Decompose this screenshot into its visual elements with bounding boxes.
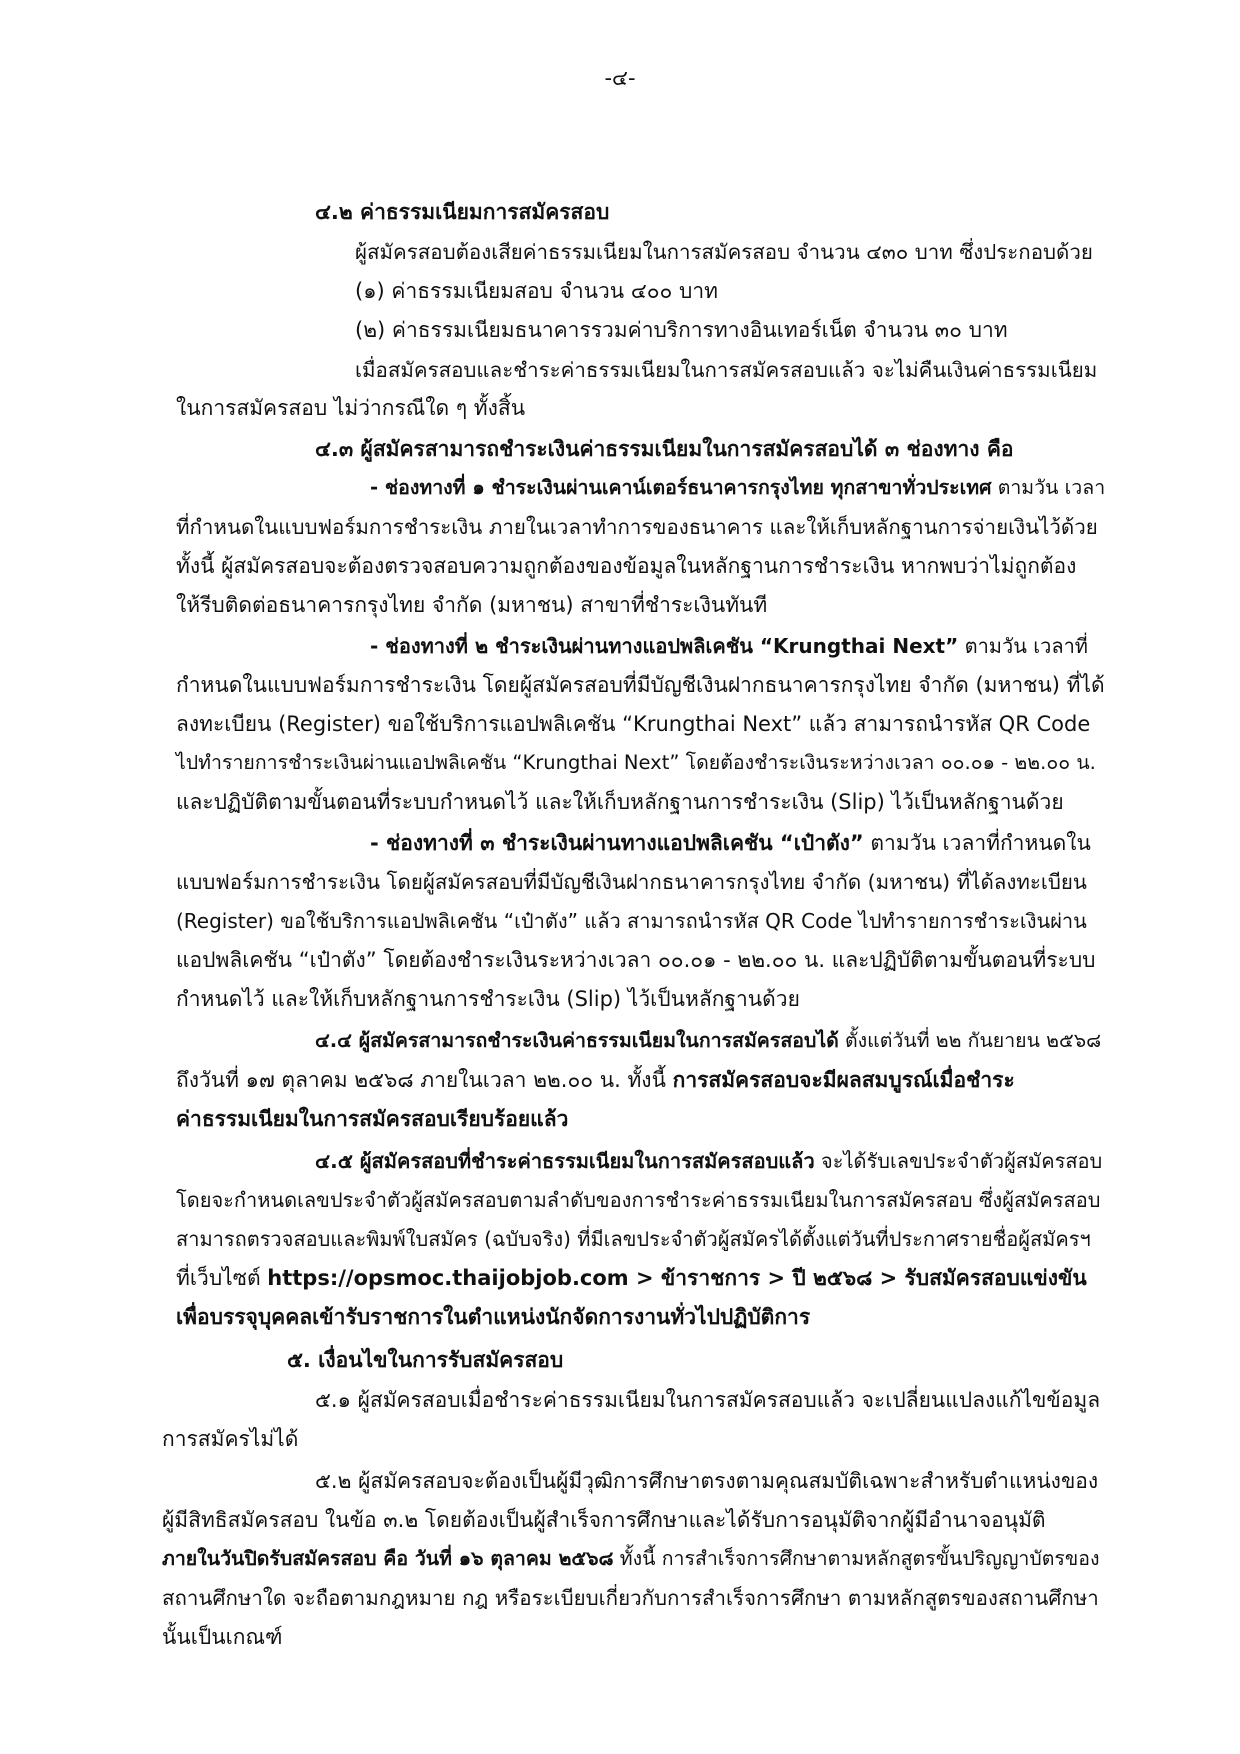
channel-3-line-3: (Register) ขอใช้บริการแอปพลิเคชัน “เป๋าตัง” แล้ว สามารถนำรหัส QR Code ไปทำรายการชำระเงินผ่าน	[176, 909, 1087, 933]
channel-1-line-3: ทั้งนี้ ผู้สมัครสอบจะต้องตรวจสอบความถูกต้องของข้อมูลในหลักฐานการชำระเงิน หากพบว่าไม่ถูกต้อง	[176, 554, 1077, 578]
no-refund-line-2: ในการสมัครสอบ ไม่ว่ากรณีใด ๆ ทั้งสิ้น	[176, 396, 526, 420]
channel-2-line-1: - ช่องทางที่ ๒ ชำระเงินผ่านทางแอปพลิเคชัน “Krungthai Next” ตามวัน เวลาที่	[370, 634, 1088, 658]
channel-2-line-5: และปฏิบัติตามขั้นตอนที่ระบบกำหนดไว้ และให้เก็บหลักฐานการชำระเงิน (Slip) ไว้เป็นหลักฐานด้วย	[176, 790, 1064, 814]
fee-item-2: (๒) ค่าธรรมเนียมธนาคารรวมค่าบริการทางอินเทอร์เน็ต จำนวน ๓๐ บาท	[355, 318, 1008, 342]
channel-2-line-2: กำหนดในแบบฟอร์มการชำระเงิน โดยผู้สมัครสอบที่มีบัญชีเงินฝากธนาคารกรุงไทย จำกัด (มหาชน) ที่ได้	[176, 673, 1105, 697]
section-4-5-line-4: ที่เว็บไซต์ https://opsmoc.thaijobjob.com > ข้าราชการ > ปี ๒๕๖๘ > รับสมัครสอบแข่งขัน	[176, 1266, 1087, 1290]
page-number: -๔-	[604, 66, 636, 90]
section-5-2-line-1: ๕.๒ ผู้สมัครสอบจะต้องเป็นผู้มีวุฒิการศึกษาตรงตามคุณสมบัติเฉพาะสำหรับตำแหน่งของ	[315, 1469, 1099, 1493]
section-4-5-line-1: ๔.๕ ผู้สมัครสอบที่ชำระค่าธรรมเนียมในการสมัครสอบแล้ว จะได้รับเลขประจำตัวผู้สมัครสอบ	[315, 1149, 1103, 1173]
section-5-2-line-3: ภายในวันปิดรับสมัครสอบ คือ วันที่ ๑๖ ตุลาคม ๒๕๖๘ ทั้งนี้ การสำเร็จการศึกษาตามหลักสูตรขั้นปริญญาบัตรของ	[162, 1547, 1100, 1570]
section-5-2-line-5: นั้นเป็นเกณฑ์	[162, 1625, 283, 1649]
no-refund-line-1: เมื่อสมัครสอบและชำระค่าธรรมเนียมในการสมัครสอบแล้ว จะไม่คืนเงินค่าธรรมเนียม	[355, 358, 1098, 382]
channel-2-title: - ช่องทางที่ ๒ ชำระเงินผ่านทางแอปพลิเคชัน “Krungthai Next”	[370, 634, 959, 658]
channel-3-title: - ช่องทางที่ ๓ ชำระเงินผ่านทางแอปพลิเคชัน “เป๋าตัง”	[370, 831, 864, 855]
section-4-4-line-3: ค่าธรรมเนียมในการสมัครสอบเรียบร้อยแล้ว	[176, 1107, 569, 1131]
section-5-2-line-2: ผู้มีสิทธิสมัครสอบ ในข้อ ๓.๒ โดยต้องเป็นผู้สำเร็จการศึกษาและได้รับการอนุมัติจากผู้มีอำนาจอนุมัติ	[162, 1508, 1046, 1532]
channel-1-line-1: - ช่องทางที่ ๑ ชำระเงินผ่านเคาน์เตอร์ธนาคารกรุงไทย ทุกสาขาทั่วประเทศ ตามวัน เวลา	[370, 476, 1106, 499]
section-4-3-heading: ๔.๓ ผู้สมัครสามารถชำระเงินค่าธรรมเนียมในการสมัครสอบได้ ๓ ช่องทาง คือ	[315, 437, 1014, 461]
channel-3-line-5: กำหนดไว้ และให้เก็บหลักฐานการชำระเงิน (Slip) ไว้เป็นหลักฐานด้วย	[176, 987, 800, 1011]
section-5-1-line-2: การสมัครไม่ได้	[162, 1427, 299, 1451]
channel-1-line-4: ให้รีบติดต่อธนาคารกรุงไทย จำกัด (มหาชน) สาขาที่ชำระเงินทันที	[176, 593, 768, 617]
section-4-5-line-3: สามารถตรวจสอบและพิมพ์ใบสมัคร (ฉบับจริง) ที่มีเลขประจำตัวผู้สมัครได้ตั้งแต่วันที่ประกาศรายชื่อผู้สมัครฯ	[176, 1227, 1091, 1251]
channel-3-line-2: แบบฟอร์มการชำระเงิน โดยผู้สมัครสอบที่มีบัญชีเงินฝากธนาคารกรุงไทย จำกัด (มหาชน) ที่ได้ลงทะเบียน	[176, 870, 1087, 894]
channel-1-line-2: ที่กำหนดในแบบฟอร์มการชำระเงิน ภายในเวลาทำการของธนาคาร และให้เก็บหลักฐานการจ่ายเงินไว้ด้วย	[176, 515, 1098, 539]
channel-2-line-4: ไปทำรายการชำระเงินผ่านแอปพลิเคชัน “Krungthai Next” โดยต้องชำระเงินระหว่างเวลา ๐๐.๐๑ - ๒๒.๐๐ น.	[176, 751, 1096, 774]
channel-3-line-4: แอปพลิเคชัน “เป๋าตัง” โดยต้องชำระเงินระหว่างเวลา ๐๐.๐๑ - ๒๒.๐๐ น. และปฏิบัติตามขั้นตอนที่ระบบ	[176, 948, 1096, 972]
section-4-2-paragraph: ผู้สมัครสอบต้องเสียค่าธรรมเนียมในการสมัครสอบ จำนวน ๔๓๐ บาท ซึ่งประกอบด้วย	[355, 240, 1093, 264]
section-4-4-line-2: ถึงวันที่ ๑๗ ตุลาคม ๒๕๖๘ ภายในเวลา ๒๒.๐๐ น. ทั้งนี้ การสมัครสอบจะมีผลสมบูรณ์เมื่อชำระ	[176, 1068, 1015, 1092]
section-4-4-line-1: ๔.๔ ผู้สมัครสามารถชำระเงินค่าธรรมเนียมในการสมัครสอบได้ ตั้งแต่วันที่ ๒๒ กันยายน ๒๕๖๘	[315, 1029, 1102, 1052]
channel-1-title: - ช่องทางที่ ๑ ชำระเงินผ่านเคาน์เตอร์ธนาคารกรุงไทย ทุกสาขาทั่วประเทศ	[370, 476, 992, 499]
section-5-heading: ๕. เงื่อนไขในการรับสมัครสอบ	[287, 1348, 564, 1372]
channel-2-line-3: ลงทะเบียน (Register) ขอใช้บริการแอปพลิเคชัน “Krungthai Next” แล้ว สามารถนำรหัส QR Code	[176, 712, 1091, 736]
section-4-2-heading: ๔.๒ ค่าธรรมเนียมการสมัครสอบ	[315, 200, 610, 224]
section-5-2-line-4: สถานศึกษาใด จะถือตามกฎหมาย กฎ หรือระเบียบเกี่ยวกับการสำเร็จการศึกษา ตามหลักสูตรของสถานศึกษา	[162, 1586, 1099, 1610]
channel-3-line-1: - ช่องทางที่ ๓ ชำระเงินผ่านทางแอปพลิเคชัน “เป๋าตัง” ตามวัน เวลาที่กำหนดใน	[370, 831, 1091, 855]
website-path: https://opsmoc.thaijobjob.com > ข้าราชการ > ปี ๒๕๖๘ > รับสมัครสอบแข่งขัน	[267, 1266, 1087, 1290]
fee-item-1: (๑) ค่าธรรมเนียมสอบ จำนวน ๔๐๐ บาท	[355, 279, 719, 303]
section-4-5-line-2: โดยจะกำหนดเลขประจำตัวผู้สมัครสอบตามลำดับของการชำระค่าธรรมเนียมในการสมัครสอบ ซึ่งผู้สมัครสอบ	[176, 1188, 1101, 1212]
section-5-1-line-1: ๕.๑ ผู้สมัครสอบเมื่อชำระค่าธรรมเนียมในการสมัครสอบแล้ว จะเปลี่ยนแปลงแก้ไขข้อมูล	[315, 1388, 1101, 1412]
section-4-5-line-5: เพื่อบรรจุบุคคลเข้ารับราชการในตำแหน่งนักจัดการงานทั่วไปปฏิบัติการ	[176, 1305, 811, 1329]
